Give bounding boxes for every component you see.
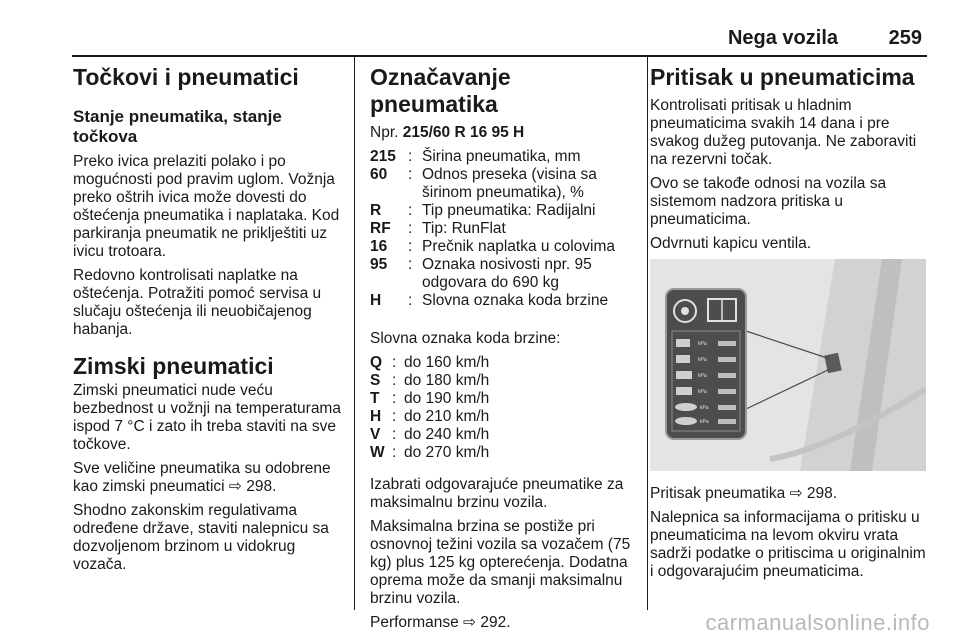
definition-key: RF: [370, 220, 391, 237]
pressure-unit-label: kPa: [698, 389, 707, 395]
pressure-unit-label: kPa: [698, 357, 707, 363]
header-rule: [72, 55, 927, 57]
separator: :: [408, 202, 413, 219]
definition-key: T: [370, 390, 380, 407]
paragraph: Sve veličine pneumatika su odobrene kao zimski pneumatici ⇨ 298.: [73, 460, 331, 495]
section-title: Nega vozila: [727, 27, 838, 49]
column-3: [650, 58, 926, 587]
definition-value: do 210 km/h: [404, 408, 490, 425]
definition-value: Odnos preseka (visina sa širinom pneumatika), %: [422, 166, 597, 201]
pressure-unit-label: kPa: [698, 341, 707, 347]
paragraph: Shodno zakonskim regulativama određene države, staviti nalepnicu sa dozvoljenom brzinom u vidokrug vozača.: [73, 502, 329, 573]
definition-row: [370, 354, 638, 372]
separator: :: [392, 372, 397, 389]
heading-tire-pressure: Pritisak u pneumaticima: [650, 64, 915, 90]
definition-row: [370, 220, 638, 238]
definition-row: [370, 202, 638, 220]
door-frame-illustration: [650, 259, 926, 471]
heading-winter-tires: Zimski pneumatici: [73, 353, 274, 379]
reference-arrow-icon: ⇨: [789, 485, 803, 502]
definition-row: [370, 408, 638, 426]
subheading-tire-condition: Stanje pneumatika, stanje točkova: [73, 107, 282, 146]
paragraph: Nalepnica sa informacijama o pritisku u pneumaticima na levom okviru vrata sadrži podatke o pritiscima u originalnim i odgovarajućim pneumaticima.: [650, 509, 926, 580]
definition-key: 60: [370, 166, 388, 183]
definition-key: H: [370, 408, 382, 425]
separator: :: [392, 444, 397, 461]
definition-row: [370, 292, 638, 310]
definition-row: [370, 238, 638, 256]
definition-key: 16: [370, 238, 388, 255]
paragraph: Redovno kontrolisati naplatke na oštećenja. Potražiti pomoć servisa u slučaju oštećenja ili neuobičajenog habanja.: [73, 267, 322, 338]
separator: :: [392, 426, 397, 443]
page-reference-link[interactable]: 298.: [246, 478, 277, 495]
watermark: carmanualsonline.info: [705, 610, 930, 635]
separator: :: [408, 292, 413, 309]
definition-key: S: [370, 372, 381, 389]
definition-value: do 160 km/h: [404, 354, 490, 371]
definition-value: do 190 km/h: [404, 390, 490, 407]
paragraph: Odvrnuti kapicu ventila.: [650, 235, 812, 252]
paragraph: Kontrolisati pritisak u hladnim pneumaticima svakih 14 dana i pre svakog dužeg putovanja. Ne zaboraviti na rezervni točak.: [650, 97, 917, 168]
paragraph: Preko ivica prelaziti polako i po mogućnosti pod pravim uglom. Vožnja preko oštrih ivica može dovesti do oštećenja pneumatika i naplataka. Kod parkiranja pneumatik ne priklještiti uz ivicu trotoara.: [73, 153, 340, 260]
separator: :: [408, 220, 413, 237]
page-header: [0, 27, 960, 55]
pressure-unit-label: kPa: [700, 405, 709, 411]
definition-list: [370, 148, 638, 310]
separator: :: [408, 148, 413, 165]
separator: :: [408, 256, 413, 273]
paragraph: Maksimalna brzina se postiže pri osnovnoj težini vozila sa vozačem (75 kg) plus 125 kg opterećenja. Dodatna oprema može da smanji maksimalnu brzinu vozila.: [370, 518, 631, 607]
example-code: 215/60 R 16 95 H: [402, 124, 525, 141]
paragraph: Performanse ⇨ 292.: [370, 614, 511, 631]
page-reference-link[interactable]: 298.: [806, 485, 838, 502]
definition-value: Tip pneumatika: Radijalni: [422, 202, 596, 219]
tire-pressure-label-photo: [650, 259, 926, 471]
separator: :: [392, 390, 397, 407]
definition-row: [370, 148, 638, 166]
definition-value: Oznaka nosivosti npr. 95 odgovara do 690 kg: [422, 256, 592, 291]
reference-arrow-icon: ⇨: [228, 478, 242, 495]
speed-code-list: [370, 354, 638, 462]
paragraph: Izabrati odgovarajuće pneumatike za maksimalnu brzinu vozila.: [370, 476, 624, 511]
reference-arrow-icon: ⇨: [463, 614, 477, 631]
paragraph: Ovo se takođe odnosi na vozila sa sistemom nadzora pritiska u pneumaticima.: [650, 175, 887, 228]
definition-value: do 180 km/h: [404, 372, 490, 389]
page-number: 259: [888, 27, 922, 49]
column-divider-1: [354, 57, 355, 610]
definition-key: V: [370, 426, 381, 443]
definition-key: R: [370, 202, 382, 219]
heading-wheels-tires: Točkovi i pneumatici: [73, 64, 299, 90]
paragraph: Zimski pneumatici nude veću bezbednost u vožnji na temperaturama ispod 7 °C i zato ih treba staviti na sve točkove.: [73, 382, 341, 453]
definition-value: Slovna oznaka koda brzine: [422, 292, 609, 309]
separator: :: [408, 166, 413, 183]
pressure-unit-label: kPa: [700, 419, 709, 425]
definition-value: do 270 km/h: [404, 444, 490, 461]
page-reference-link[interactable]: 292.: [480, 614, 511, 631]
column-divider-2: [647, 57, 648, 610]
definition-key: 95: [370, 256, 388, 273]
definition-value: Tip: RunFlat: [422, 220, 506, 237]
definition-row: [370, 372, 638, 390]
definition-key: H: [370, 292, 382, 309]
example-line: Npr. 215/60 R 16 95 H: [370, 124, 525, 141]
definition-key: Q: [370, 354, 383, 371]
definition-row: [370, 166, 638, 202]
definition-row: [370, 444, 638, 462]
paragraph: Pritisak pneumatika ⇨ 298.: [650, 485, 838, 502]
column-2: [370, 58, 638, 638]
definition-row: [370, 426, 638, 444]
definition-value: Širina pneumatika, mm: [422, 148, 581, 165]
definition-key: W: [370, 444, 385, 461]
definition-row: [370, 390, 638, 408]
paragraph: Slovna oznaka koda brzine:: [370, 330, 561, 347]
definition-key: 215: [370, 148, 396, 165]
definition-row: [370, 256, 638, 292]
heading-tire-designation: Označavanje pneumatika: [370, 64, 511, 117]
pressure-unit-label: kPa: [698, 373, 707, 379]
separator: :: [408, 238, 413, 255]
definition-value: Prečnik naplatka u colovima: [422, 238, 615, 255]
separator: :: [392, 408, 397, 425]
separator: :: [392, 354, 397, 371]
column-1: [73, 58, 345, 580]
definition-value: do 240 km/h: [404, 426, 490, 443]
